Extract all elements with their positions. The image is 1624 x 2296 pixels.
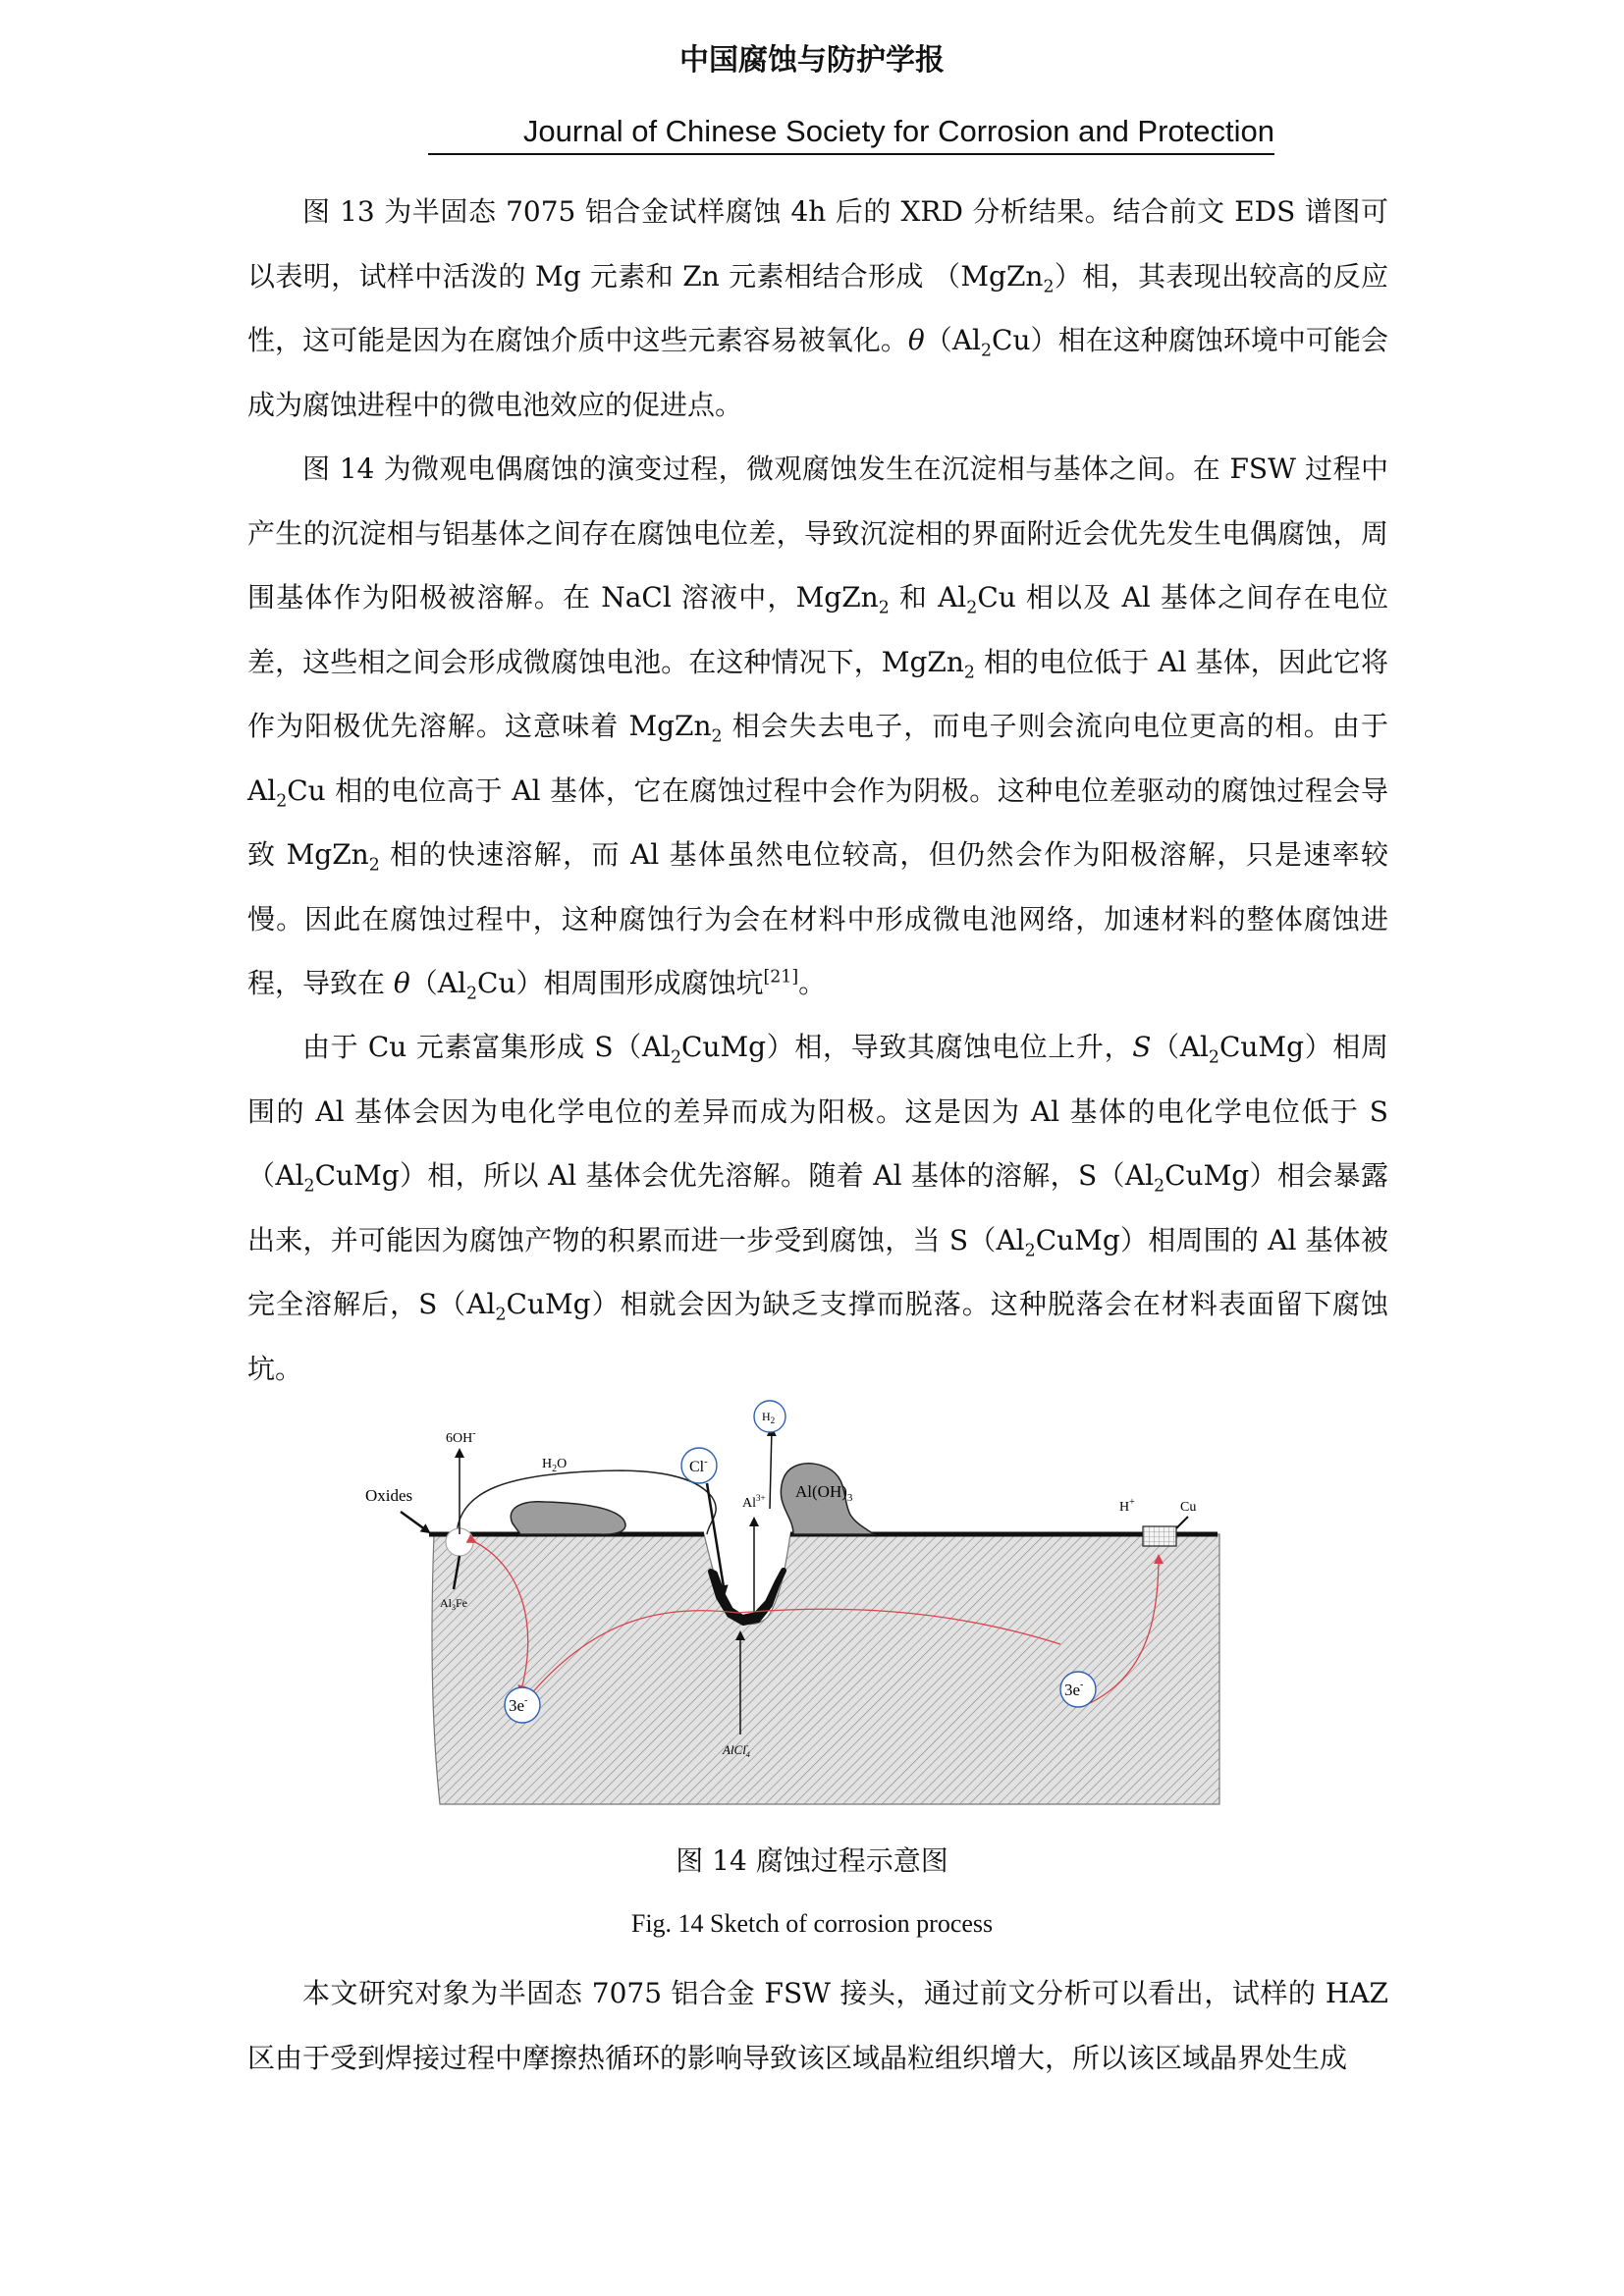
corrosion-process-figure bbox=[365, 1399, 1276, 1821]
svg-text:3e-: 3e- bbox=[509, 1695, 528, 1715]
journal-title-en: Journal of Chinese Society for Corrosion and Protection bbox=[428, 112, 1274, 155]
label-3e-right: 3e bbox=[1064, 1681, 1081, 1699]
paragraph-3: 由于 Cu 元素富集形成 $S(Al_2CuMg)$相，导致其腐蚀电位上升，$S(Al_2CuMg)$相周围的 Al 基体会因为电化学电位的差异而成为阳极。这是因为 Al 基体的电化学电位低于 $S(Al_2CuMg)$相，所以 Al 基体会优先溶解。随着 Al 基体的溶解，$S(Al_2CuMg)$相会暴露出来，并可能因为腐蚀产物的积累而进一步受到腐蚀，当 $S(Al_2CuMg)$相周围的 Al 基体被完全溶解后，$S(Al_2CuMg)$相就会因为缺乏支撑而脱落。这种脱落会在材料表面留下腐蚀坑。 bbox=[247, 1031, 1388, 1385]
svg-text:H+: H+ bbox=[1119, 1497, 1135, 1515]
label-6oh: 6OH bbox=[446, 1431, 473, 1446]
svg-text:Al3Fe: $Al_3Fe$ bbox=[440, 1596, 467, 1612]
svg-text:H2: $H_2$ bbox=[762, 1410, 776, 1425]
label-aloh3: Al(OH) bbox=[795, 1482, 847, 1501]
label-al3: Al bbox=[742, 1496, 756, 1511]
oxides-arrow bbox=[401, 1512, 429, 1532]
surface-deposit bbox=[511, 1502, 625, 1534]
paragraph-2: 图 14 为微观电偶腐蚀的演变过程，微观腐蚀发生在沉淀相与基体之间。在 FSW 过程中产生的沉淀相与铝基体之间存在腐蚀电位差，导致沉淀相的界面附近会优先发生电偶腐蚀，周围基体作为阳极被溶解。在 NaCl 溶液中，MgZn$_2$ 和 $Al_2Cu$ 相以及 Al 基体之间存在电位差，这些相之间会形成微腐蚀电池。在这种情况下，MgZn$_2$ 相的电位低于 Al 基体，因此它将作为阳极优先溶解。这意味着 MgZn$_2$ 相会失去电子，而电子则会流向电位更高的相。由于 $Al_2Cu$ 相的电位高于 Al 基体，它在腐蚀过程中会作为阴极。这种电位差驱动的腐蚀过程会导致 MgZn$_2$ 相的快速溶解，而 Al 基体虽然电位较高，但仍然会作为阳极溶解，只是速率较慢。因此在腐蚀过程中，这种腐蚀行为会在材料中形成微电池网络，加速材料的整体腐蚀进程，导致在 $\theta(Al_2Cu)$相周围形成腐蚀坑[21]。 bbox=[247, 453, 1389, 1004]
paragraph-4: 本文研究对象为半固态 7075 铝合金 FSW 接头，通过前文分析可以看出，试样的 HAZ 区由于受到焊接过程中摩擦热循环的影响导致该区域晶粒组织增大，所以该区域晶界处生成 bbox=[247, 1977, 1388, 2074]
metal-substrate bbox=[432, 1534, 1219, 1804]
svg-text:H2O: $H_2O$ bbox=[542, 1457, 568, 1474]
figure-caption-en: Fig. 14 Sketch of corrosion process bbox=[630, 1909, 994, 1938]
label-al3fe: Al bbox=[440, 1596, 452, 1610]
label-h2o: H bbox=[542, 1457, 553, 1471]
figure-caption-cn: 图 14 腐蚀过程示意图 bbox=[676, 1844, 948, 1877]
svg-text:AlCl4-: AlCl$_4$- bbox=[723, 1741, 750, 1759]
label-3e-left: 3e bbox=[509, 1696, 525, 1715]
label-hplus: H bbox=[1119, 1500, 1130, 1515]
label-h2: H bbox=[762, 1410, 771, 1423]
svg-text:Cl-: Cl- bbox=[689, 1456, 708, 1475]
svg-text:3e-: 3e- bbox=[1064, 1680, 1084, 1699]
journal-title-cn: 中国腐蚀与防护学报 bbox=[679, 43, 945, 78]
label-cl: Cl bbox=[689, 1459, 705, 1475]
citation-21[interactable]: [21] bbox=[763, 967, 799, 988]
cu-particle bbox=[1143, 1526, 1176, 1546]
svg-text:Al(OH)3: $Al(OH)_3$ bbox=[795, 1482, 853, 1504]
svg-text:6OH-: 6OH- bbox=[446, 1428, 476, 1446]
label-oxides: Oxides bbox=[365, 1486, 413, 1505]
h2-arrow bbox=[770, 1428, 772, 1509]
paragraph-1: 图 13 为半固态 7075 铝合金试样腐蚀 4h 后的 XRD 分析结果。结合前文 EDS 谱图可以表明，试样中活泼的 Mg 元素和 Zn 元素相结合形成 （MgZn$_2$）相，其表现出较高的反应性，这可能是因为在腐蚀介质中这些元素容易被氧化。$\theta(Al_2Cu)$相在这种腐蚀环境中可能会成为腐蚀进程中的微电池效应的促进点。 bbox=[247, 195, 1388, 421]
label-cu: Cu bbox=[1180, 1500, 1197, 1515]
svg-text:Al3+: $Al^{3+}$ bbox=[742, 1493, 766, 1511]
label-alcl4: AlCl bbox=[723, 1742, 746, 1757]
